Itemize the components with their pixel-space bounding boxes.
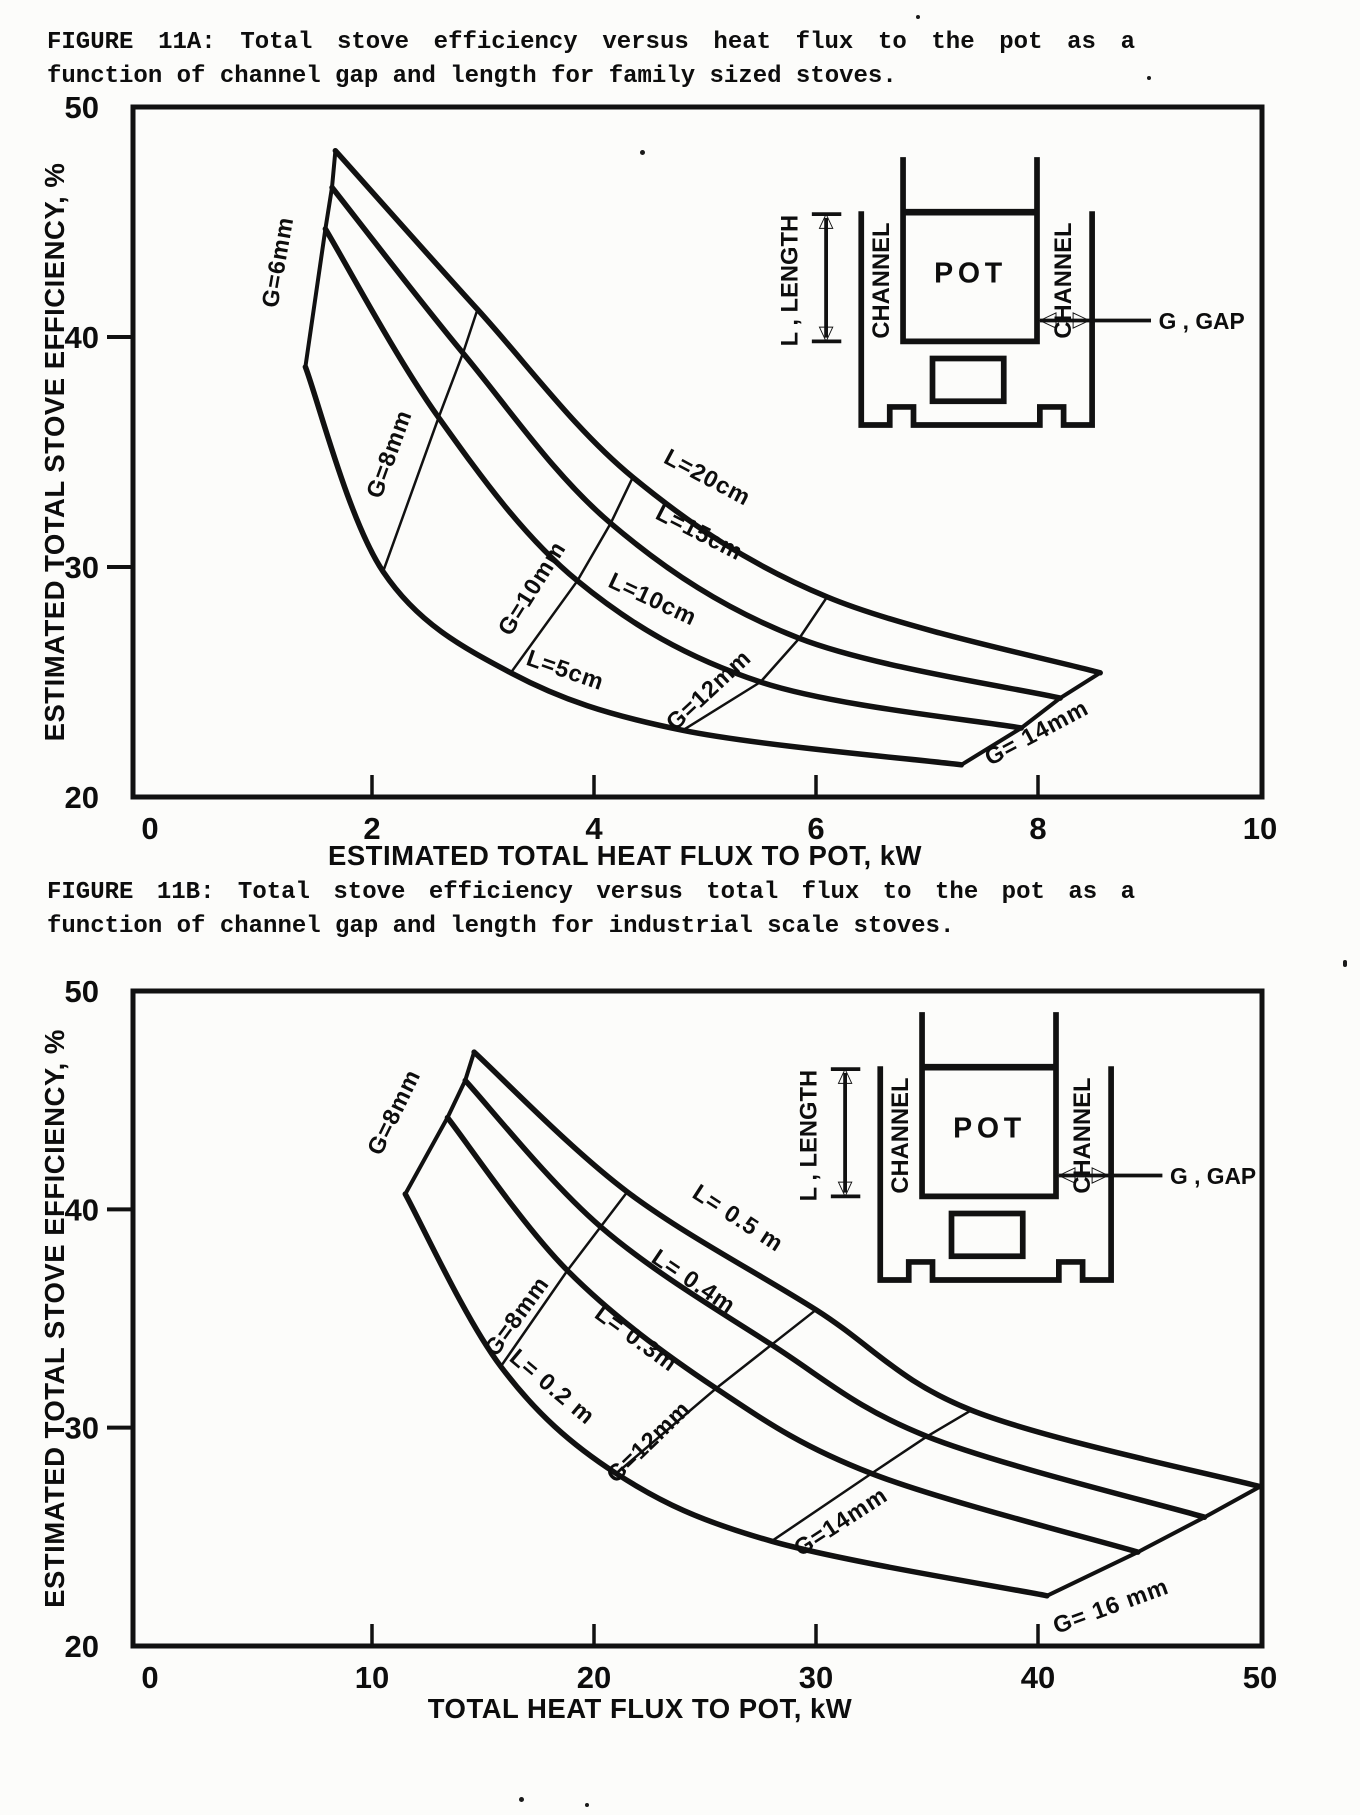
y-tick-label: 20	[64, 1629, 99, 1664]
firebox	[933, 359, 1004, 402]
channel-left-label: CHANNEL	[886, 1077, 914, 1194]
y-tick-label: 30	[64, 550, 99, 585]
scan-speck	[640, 150, 645, 155]
figure-a-caption-line2: function of channel gap and length for family sized stoves.	[47, 63, 897, 90]
curve-length-label: L=5cm	[523, 644, 608, 696]
y-tick-label: 50	[64, 974, 99, 1009]
scan-speck	[1343, 960, 1347, 967]
gap-value-label: G=10mm	[492, 536, 571, 640]
figure-b-caption	[47, 876, 1135, 944]
figure-b-pot-diagram	[796, 1012, 1257, 1280]
y-tick-label: 50	[64, 92, 99, 125]
x-tick-label: 40	[1020, 1660, 1056, 1695]
x-axis-title: ESTIMATED TOTAL HEAT FLUX TO POT, kW	[328, 840, 922, 871]
y-axis-title: ESTIMATED TOTAL STOVE EFFICIENCY, %	[39, 162, 70, 742]
x-tick-label: 10	[354, 1660, 390, 1695]
y-tick-label: 30	[64, 1410, 99, 1446]
scan-speck	[519, 1797, 524, 1802]
y-tick-label: 40	[64, 320, 99, 355]
gap-value-label: G=8mm	[361, 1065, 426, 1159]
y-tick-label: 20	[64, 780, 99, 815]
gap-value-label: G= 16 mm	[1049, 1572, 1173, 1639]
gap-value-label: G=12mm	[660, 644, 757, 736]
curve-length-label: L= 0.5 m	[688, 1179, 789, 1257]
length-label: L , LENGTH	[776, 214, 804, 347]
pot-label: POT	[953, 1112, 1026, 1145]
curve-length-label: L=20cm	[659, 443, 756, 511]
curve-length-label: L=15cm	[651, 499, 748, 566]
x-tick-label: 20	[576, 1660, 612, 1695]
figure-b-caption-line1: FIGURE 11B: Total stove efficiency versus total flux to the pot as a	[47, 879, 1135, 906]
gap-value-label: G=8mm	[360, 406, 417, 502]
gap-label: G , GAP	[1170, 1163, 1257, 1190]
scan-speck	[1147, 76, 1151, 80]
gap-value-label: G=12mm	[601, 1395, 696, 1488]
curve-length-label: L= 0.3m	[590, 1299, 683, 1377]
x-tick-label: 0	[141, 1660, 159, 1695]
y-tick-label: 40	[64, 1192, 99, 1228]
length-label: L , LENGTH	[795, 1069, 823, 1202]
gap-cross-line	[305, 151, 335, 367]
figure-a-pot-diagram	[777, 157, 1245, 425]
figure-b-caption-line2: function of channel gap and length for industrial scale stoves.	[47, 913, 955, 940]
x-tick-label: 6	[807, 811, 825, 846]
gap-value-label: G= 14mm	[980, 694, 1093, 771]
channel-left-label: CHANNEL	[867, 222, 895, 339]
x-tick-label: 30	[798, 1660, 834, 1695]
firebox	[952, 1214, 1023, 1257]
curve-length-label: L= 0.4m	[647, 1243, 741, 1319]
figure-b-chart	[0, 966, 1360, 1766]
x-tick-label: 2	[363, 811, 381, 846]
x-tick-label: 0	[141, 811, 159, 846]
figure-a-chart	[0, 92, 1360, 882]
x-axis-title: TOTAL HEAT FLUX TO POT, kW	[427, 1693, 853, 1724]
gap-value-label: G=14mm	[789, 1481, 893, 1562]
x-tick-label: 50	[1242, 1660, 1278, 1695]
figure-a-caption	[47, 26, 1135, 94]
scan-speck	[585, 1803, 589, 1807]
x-tick-label: 4	[585, 811, 603, 846]
x-tick-label: 8	[1029, 811, 1047, 846]
figure-a-caption-line1: FIGURE 11A: Total stove efficiency versus heat flux to the pot as a	[47, 29, 1135, 56]
channel-right-label: CHANNEL	[1069, 1077, 1097, 1194]
y-axis-title: ESTIMATED TOTAL STOVE EFFICIENCY, %	[39, 1029, 70, 1608]
channel-right-label: CHANNEL	[1050, 222, 1078, 339]
gap-value-label: G=8mm	[479, 1271, 555, 1361]
efficiency-curve	[474, 1052, 1260, 1486]
pot-outline	[903, 157, 1037, 341]
pot-label: POT	[934, 257, 1007, 290]
efficiency-curve	[325, 229, 1021, 728]
gap-value-label: G=6mm	[256, 214, 299, 310]
x-tick-label: 10	[1242, 811, 1278, 846]
gap-label: G , GAP	[1158, 308, 1245, 335]
figure-a-plot	[39, 92, 1277, 871]
pot-outline	[922, 1012, 1056, 1196]
scan-speck	[916, 15, 920, 19]
curve-length-label: L=10cm	[604, 567, 702, 631]
efficiency-curve	[447, 1118, 1137, 1552]
curve-length-label: L= 0.2 m	[504, 1343, 601, 1430]
efficiency-curve	[335, 151, 1100, 673]
